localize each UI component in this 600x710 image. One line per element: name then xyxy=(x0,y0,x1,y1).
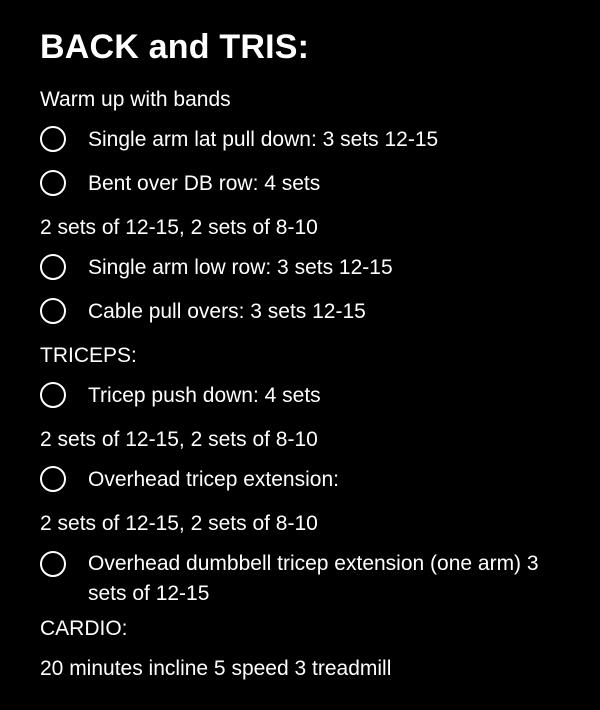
checklist-item-label[interactable]: Overhead dumbbell tricep extension (one arm) 3 sets of 12-15 xyxy=(88,552,539,605)
checklist-item-overhead-dumbbell-extension[interactable] xyxy=(40,544,560,609)
checkbox-circle-icon[interactable] xyxy=(40,382,66,408)
checklist-item-tricep-push-down[interactable] xyxy=(40,376,560,420)
checkbox-circle-icon[interactable] xyxy=(40,298,66,324)
text-line-row-sets[interactable]: 2 sets of 12-15, 2 sets of 8-10 xyxy=(40,216,318,239)
checklist-item-label[interactable]: Single arm lat pull down: 3 sets 12-15 xyxy=(88,128,439,151)
checklist-item-label[interactable]: Overhead tricep extension: xyxy=(88,468,339,491)
note-title[interactable]: BACK and TRIS: xyxy=(40,28,310,66)
checklist-item-label[interactable]: Cable pull overs: 3 sets 12-15 xyxy=(88,300,366,323)
text-line-cardio-detail[interactable]: 20 minutes incline 5 speed 3 treadmill xyxy=(40,657,392,680)
text-line-extension-sets[interactable]: 2 sets of 12-15, 2 sets of 8-10 xyxy=(40,512,318,535)
checkbox-circle-icon[interactable] xyxy=(40,170,66,196)
text-line-warm-up[interactable]: Warm up with bands xyxy=(40,88,231,111)
text-line-push-down-sets[interactable]: 2 sets of 12-15, 2 sets of 8-10 xyxy=(40,428,318,451)
checklist-item-overhead-tricep-extension[interactable] xyxy=(40,460,560,504)
text-line-cardio-heading[interactable]: CARDIO: xyxy=(40,617,128,640)
checkbox-circle-icon[interactable] xyxy=(40,551,66,577)
text-line-triceps-heading[interactable]: TRICEPS: xyxy=(40,344,137,367)
checklist-item-label[interactable]: Bent over DB row: 4 sets xyxy=(88,172,321,195)
checkbox-circle-icon[interactable] xyxy=(40,126,66,152)
checklist-item-label[interactable]: Tricep push down: 4 sets xyxy=(88,384,321,407)
checklist-item-cable-pull-overs[interactable] xyxy=(40,292,560,336)
checkbox-circle-icon[interactable] xyxy=(40,466,66,492)
checklist-item-low-row[interactable] xyxy=(40,248,560,292)
checklist-item-lat-pull-down[interactable] xyxy=(40,120,560,164)
checklist-item-bent-over-row[interactable] xyxy=(40,164,560,208)
checklist-item-label[interactable]: Single arm low row: 3 sets 12-15 xyxy=(88,256,393,279)
checkbox-circle-icon[interactable] xyxy=(40,254,66,280)
